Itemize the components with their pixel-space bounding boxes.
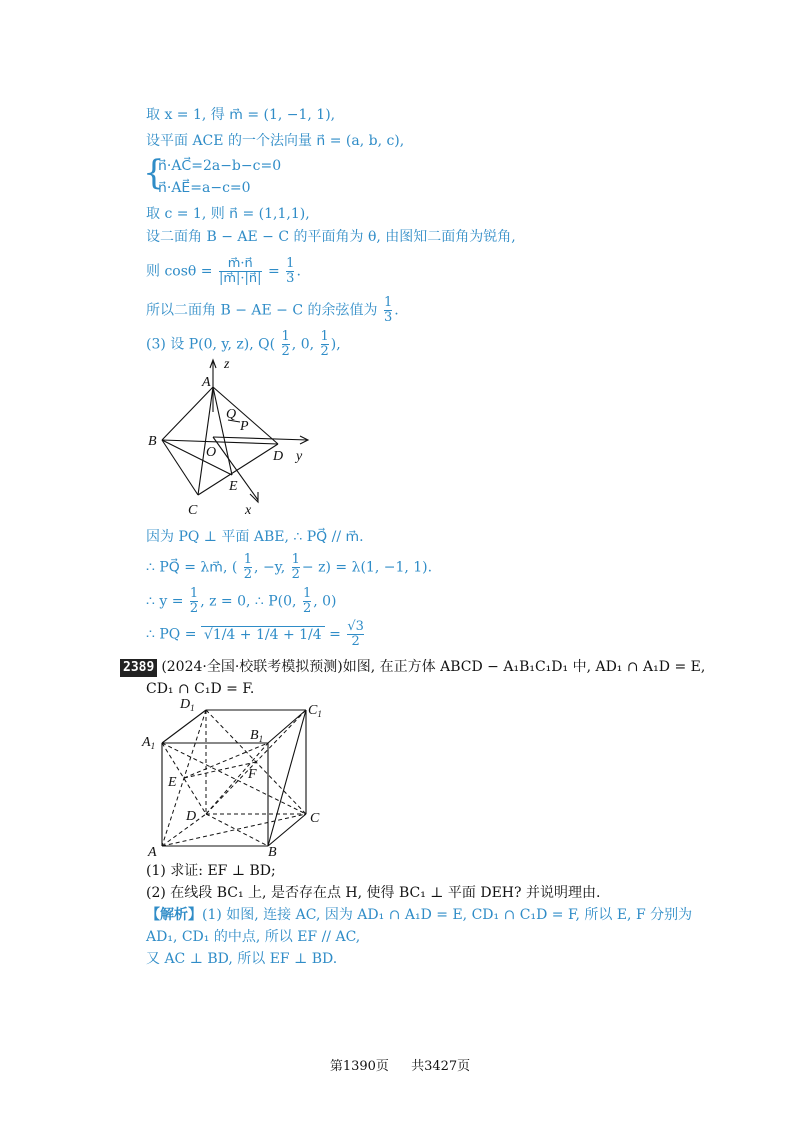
question-1: (1) 求证: EF ⊥ BD;: [146, 863, 276, 879]
solution-line-6: 设二面角 B − AE − C 的平面角为 θ, 由图知二面角为锐角,: [146, 229, 516, 245]
svg-text:E: E: [229, 479, 238, 494]
y-axis: [213, 437, 308, 440]
solution-line-13: ∴ PQ = √1/4 + 1/4 + 1/4 = $\frac{√3}{2}$: [146, 619, 364, 649]
svg-text:B: B: [148, 434, 157, 449]
pyramid-figure: [140, 352, 320, 520]
sqrt-expression: √1/4 + 1/4 + 1/4: [201, 626, 325, 643]
cos-line: 则 cosθ = $\frac{m⃗\cdot n⃗}{|m⃗|\cdot|n⃗|}$ = $\frac{1}{3}$ .: [146, 256, 301, 286]
svg-text:C1: $C_1$: [308, 703, 322, 719]
solution-p2-2: AD₁, CD₁ 的中点, 所以 EF // AC,: [146, 929, 361, 945]
svg-text:F: F: [248, 767, 257, 782]
cos-fraction: $\frac{m⃗\cdot n⃗}{|m⃗|\cdot|n⃗|}$: [218, 256, 262, 286]
solution-line-10: 因为 PQ ⊥ 平面 ABE, ∴ PQ⃗ // m⃗.: [146, 529, 364, 545]
svg-text:C: C: [310, 811, 320, 826]
svg-text:A: A: [148, 845, 157, 860]
solution-p2-3: 又 AC ⊥ BD, 所以 EF ⊥ BD.: [146, 951, 338, 967]
svg-text:x: x: [245, 503, 252, 518]
solution-line-11: ∴ PQ⃗ = λm⃗, ( $\frac{1}{2}$ , −y, $\frac{1}{2}$ − z) = λ(1, −1, 1).: [146, 552, 433, 582]
svg-text:D1: $D_1$: [180, 697, 195, 713]
svg-text:A1: $A_1$: [142, 735, 156, 751]
svg-text:P: P: [240, 419, 249, 434]
edge-BD: [162, 440, 278, 444]
svg-text:D: D: [273, 449, 284, 464]
edge-BC: [162, 440, 198, 495]
problem-number-badge: 2389: [120, 659, 157, 677]
one-third-fraction-2: $\frac{1}{3}$: [383, 295, 393, 325]
solution-line-1: 取 x = 1, 得 m⃗ = (1, −1, 1),: [146, 107, 336, 123]
svg-text:D: D: [186, 809, 197, 824]
edge-AD: [213, 387, 278, 444]
svg-text:y: y: [296, 449, 303, 464]
svg-text:O: O: [206, 445, 217, 460]
svg-text:Q: Q: [226, 407, 237, 422]
part3-setup-line: (3) 设 P(0, y, z), Q( $\frac{1}{2}$ , 0, $\frac{1}{2}$ ),: [146, 329, 341, 359]
system-brace: {: [143, 153, 165, 193]
cube-figure: [140, 696, 340, 860]
svg-text:B1: $B_1$: [250, 728, 264, 744]
page-number: 第1390页: [329, 1059, 389, 1074]
svg-text:B: B: [268, 845, 277, 860]
edge-BE: [162, 440, 232, 475]
solution-p2-1: 【解析】(1) 如图, 连接 AC, 因为 AD₁ ∩ A₁D = E, CD₁ ∩ C₁D = F, 所以 E, F 分别为: [146, 907, 693, 923]
system-eq-1: n⃗·AC⃗=2a−b−c=0: [158, 158, 282, 174]
system-eq-2: n⃗·AE⃗=a−c=0: [158, 180, 251, 196]
svg-text:z: z: [224, 357, 230, 372]
solution-line-2: 设平面 ACE 的一个法向量 n⃗ = (a, b, c),: [146, 133, 405, 149]
solution-line-5: 取 c = 1, 则 n⃗ = (1,1,1),: [146, 206, 310, 222]
solution-line-12: ∴ y = $\frac{1}{2}$ , z = 0, ∴ P(0, $\frac{1}{2}$ , 0): [146, 586, 337, 616]
svg-text:A: A: [202, 375, 211, 390]
question-2: (2) 在线段 BC₁ 上, 是否存在点 H, 使得 BC₁ ⊥ 平面 DEH? 并说明理由.: [146, 885, 601, 901]
total-pages: 共3427页: [411, 1059, 471, 1074]
problem-text-2: CD₁ ∩ C₁D = F.: [146, 681, 255, 697]
problem-header: 2389 (2024·全国·校联考模拟预测)如图, 在正方体 ABCD − A₁B₁C₁D₁ 中, AD₁ ∩ A₁D = E,: [120, 658, 705, 677]
svg-text:C: C: [188, 503, 198, 518]
one-third-fraction: $\frac{1}{3}$: [286, 256, 295, 286]
edge-AE: [213, 387, 232, 475]
svg-text:E: E: [168, 775, 177, 790]
page-footer: [0, 1055, 800, 1074]
edge-AB: [162, 387, 213, 440]
cosine-result-line: 所以二面角 B − AE − C 的余弦值为 $\frac{1}{3}$ .: [146, 295, 399, 325]
